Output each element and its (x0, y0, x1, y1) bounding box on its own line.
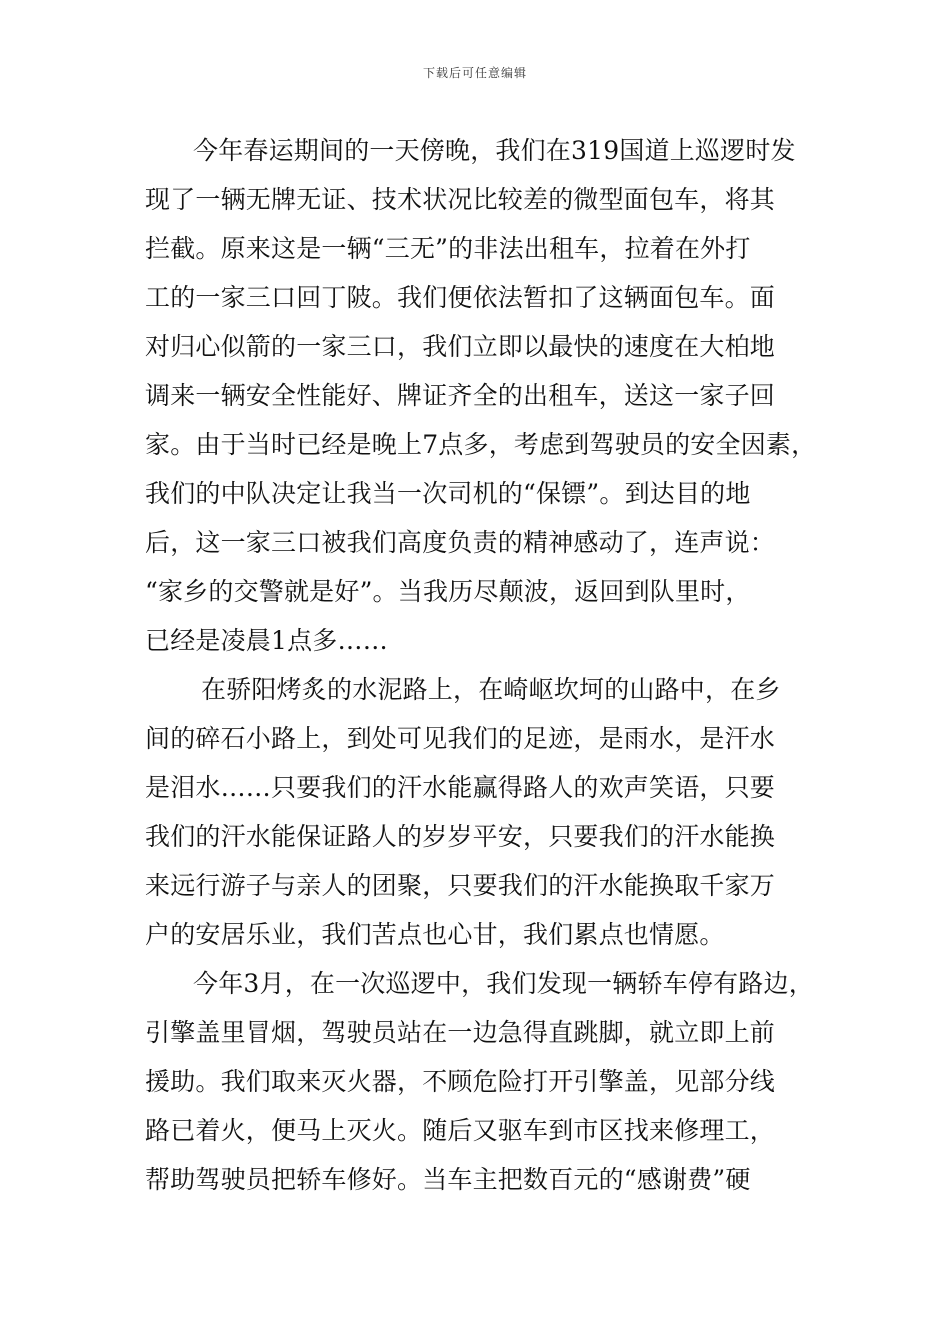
text-line: 今年3月，在一次巡逻中，我们发现一辆轿车停有路边， (193, 969, 814, 998)
text-line: 家。由于当时已经是晚上7点多，考虑到驾驶员的安全因素， (145, 430, 817, 459)
text-line: 我们的中队决定让我当一次司机的“保镖”。到达目的地 (145, 479, 751, 508)
text-line: 调来一辆安全性能好、牌证齐全的出租车，送这一家子回 (145, 381, 776, 410)
paragraph (145, 959, 815, 1204)
text-line: 我们的汗水能保证路人的岁岁平安，只要我们的汗水能换 (145, 822, 776, 851)
text-line: 援助。我们取来灭火器，不顾危险打开引擎盖，见部分线 (145, 1067, 776, 1096)
text-line: 帮助驾驶员把轿车修好。当车主把数百元的“感谢费”硬 (145, 1165, 751, 1194)
text-line: “家乡的交警就是好”。当我历尽颠波，返回到队里时， (145, 577, 751, 606)
text-line: 对归心似箭的一家三口，我们立即以最快的速度在大柏地 (145, 332, 776, 361)
page-header: 下载后可任意编辑 (422, 66, 527, 80)
text-line: 工的一家三口回丁陂。我们便依法暂扣了这辆面包车。面 (145, 283, 776, 312)
text-line: 引擎盖里冒烟，驾驶员站在一边急得直跳脚，就立即上前 (145, 1018, 776, 1047)
text-line: 间的碎石小路上，到处可见我们的足迹，是雨水，是汗水 (145, 724, 776, 753)
paragraph (145, 665, 815, 959)
text-line: 现了一辆无牌无证、技术状况比较差的微型面包车，将其 (145, 185, 776, 214)
document-body (145, 126, 815, 1204)
text-line: 来远行游子与亲人的团聚，只要我们的汗水能换取千家万 (145, 871, 776, 900)
text-line: 已经是凌晨1点多…… (145, 626, 388, 655)
text-line: 是泪水……只要我们的汗水能赢得路人的欢声笑语，只要 (145, 773, 776, 802)
text-line: 后，这一家三口被我们高度负责的精神感动了，连声说： (145, 528, 776, 557)
text-line: 拦截。原来这是一辆“三无”的非法出租车，拉着在外打 (145, 234, 751, 263)
text-line: 路已着火，便马上灭火。随后又驱车到市区找来修理工， (145, 1116, 776, 1145)
paragraph (145, 126, 815, 665)
text-line: 今年春运期间的一天傍晚，我们在319国道上巡逻时发 (193, 136, 796, 165)
text-line: 在骄阳烤炙的水泥路上，在崎岖坎坷的山路中，在乡 (201, 675, 781, 704)
text-line: 户的安居乐业，我们苦点也心甘，我们累点也情愿。 (145, 920, 725, 949)
